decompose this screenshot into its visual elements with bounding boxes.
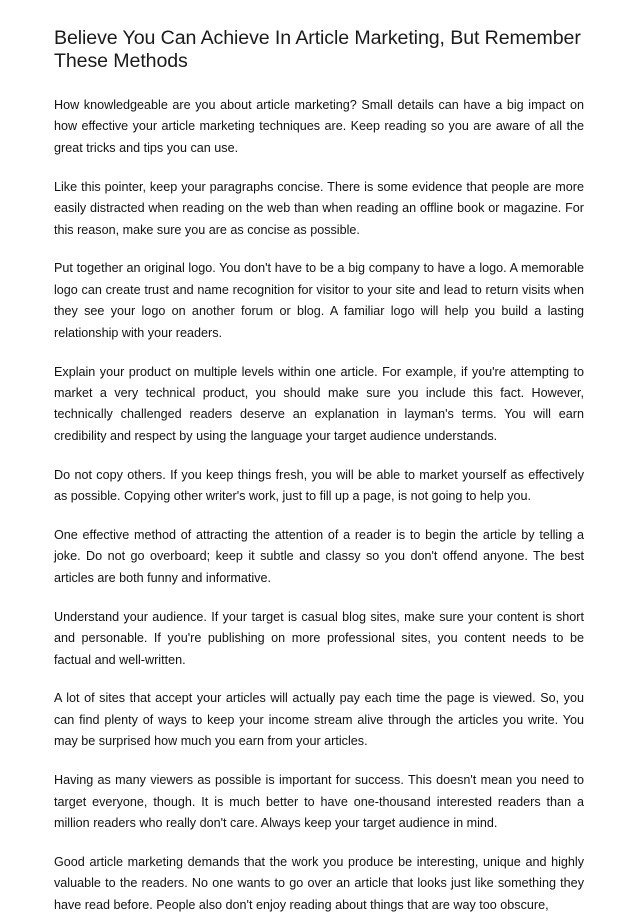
paragraph-4: Explain your product on multiple levels within one article. For example, if you're attempting to market a very technical product, you should make sure you include this fact. However, technically challenged readers deserve an explanation in layman's terms. You will earn credibility and respect by using the language your target audience understands.	[54, 364, 584, 443]
paragraph-5: Do not copy others. If you keep things fresh, you will be able to market yourself as effectively as possible. Copying other writer's work, just to fill up a page, is not going to help you.	[54, 467, 584, 504]
paragraph-3: Put together an original logo. You don't have to be a big company to have a logo. A memorable logo can create trust and name recognition for visitor to your site and lead to return visits when they see your logo on another forum or blog. A familiar logo will help you build a lasting relationship with your readers.	[54, 261, 584, 340]
paragraph-1: How knowledgeable are you about article marketing? Small details can have a big impact on how effective your article marketing techniques are. Keep reading so you are aware of all the great tricks and tips you can use.	[54, 98, 584, 155]
paragraph-8: A lot of sites that accept your articles will actually pay each time the page is viewed. So, you can find plenty of ways to keep your income stream alive through the articles you write. You may be surprised how much you earn from your articles.	[54, 691, 584, 749]
paragraph-6: One effective method of attracting the attention of a reader is to begin the article by telling a joke. Do not go overboard; keep it subtle and classy so you don't offend anyone. The best articles are both funny and informative.	[54, 528, 584, 585]
paragraph-10: Good article marketing demands that the work you produce be interesting, unique and highly valuable to the readers. No one wants to go over an article that looks just like something they have read before. People also don't enjoy reading about things that are way too obscure,	[54, 854, 584, 912]
paragraph-9: Having as many viewers as possible is important for success. This doesn't mean you need to target everyone, though. It is much better to have one-thousand interested readers than a million readers who really don't care. Always keep your target audience in mind.	[54, 773, 584, 830]
paragraph-7: Understand your audience. If your target is casual blog sites, make sure your content is short and personable. If you're publishing on more professional sites, you content needs to be factual and well-written.	[54, 609, 584, 667]
document-title: Believe You Can Achieve In Article Marketing, But Remember These Methods	[54, 27, 581, 72]
paragraph-2: Like this pointer, keep your paragraphs concise. There is some evidence that people are more easily distracted when reading on the web than when reading an offline book or magazine. For this reason, make sure you are as concise as possible.	[54, 179, 584, 237]
